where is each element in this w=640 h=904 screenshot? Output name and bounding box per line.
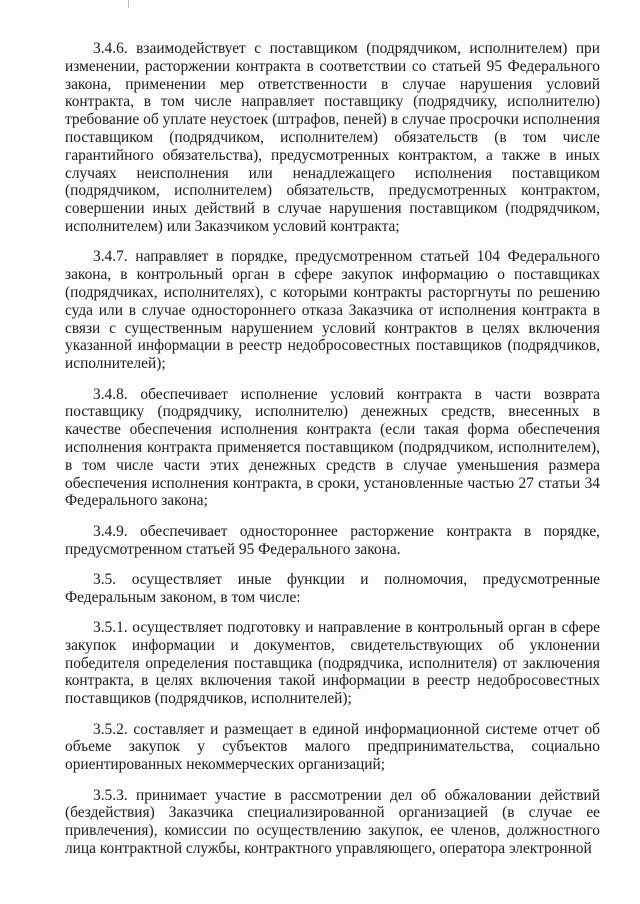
paragraph-3-5: 3.5. осуществляет иные функции и полномочия, предусмотренные Федеральным законом, в том числе: [65,570,600,606]
document-body [65,40,600,858]
scan-artifact-line [128,0,129,8]
paragraph-3-4-8: 3.4.8. обеспечивает исполнение условий контракта в части возврата поставщику (подрядчику, исполнителю) денежных средств, внесенных в качестве обеспечения исполнения контракта (если такая форма обеспечения исполнения контракта применяется поставщиком (подрядчиком, исполнителем), в том числе части этих денежных средств в случае уменьшения размера обеспечения исполнения контракта, в сроки, установленные частью 27 статьи 34 Федерального закона; [65,385,600,510]
paragraph-3-4-7: 3.4.7. направляет в порядке, предусмотренном статьей 104 Федерального закона, в контрольный орган в сфере закупок информацию о поставщиках (подрядчиках, исполнителях), с которыми контракты расторгнуты по решению суда или в случае одностороннего отказа Заказчика от исполнения контракта в связи с существенным нарушением условий контрактов в целях включения указанной информации в реестр недобросовестных поставщиков (подрядчиков, исполнителей); [65,248,600,373]
paragraph-3-5-1: 3.5.1. осуществляет подготовку и направление в контрольный орган в сфере закупок информации и документов, свидетельствующих об уклонении победителя определения поставщика (подрядчика, исполнителя) от заключения контракта, в целях включения такой информации в реестр недобросовестных поставщиков (подрядчиков, исполнителей); [65,619,600,708]
paragraph-3-5-3: 3.5.3. принимает участие в рассмотрении дел об обжаловании действий (бездействия) Заказчика специализированной организацией (в случае ее привлечения), комиссии по осуществлению закупок, ее членов, должностного лица контрактной службы, контрактного управляющего, оператора электронной [65,786,600,858]
paragraph-3-4-9: 3.4.9. обеспечивает одностороннее расторжение контракта в порядке, предусмотренном статьей 95 Федерального закона. [65,522,600,558]
paragraph-3-4-6: 3.4.6. взаимодействует с поставщиком (подрядчиком, исполнителем) при изменении, расторжении контракта в соответствии со статьей 95 Федерального закона, применении мер ответственности в случае нарушения условий контракта, в том числе направляет поставщику (подрядчику, исполнителю) требование об уплате неустоек (штрафов, пеней) в случае просрочки исполнения поставщиком (подрядчиком, исполнителем) обязательств (в том числе гарантийного обязательства), предусмотренных контрактом, а также в иных случаях неисполнения или ненадлежащего исполнения поставщиком (подрядчиком, исполнителем) обязательств, предусмотренных контрактом, совершении иных действий в случае нарушения поставщиком (подрядчиком, исполнителем) или Заказчиком условий контракта; [65,40,600,235]
paragraph-3-5-2: 3.5.2. составляет и размещает в единой информационной системе отчет об объеме закупок у субъектов малого предпринимательства, социально ориентированных некоммерческих организаций; [65,720,600,774]
